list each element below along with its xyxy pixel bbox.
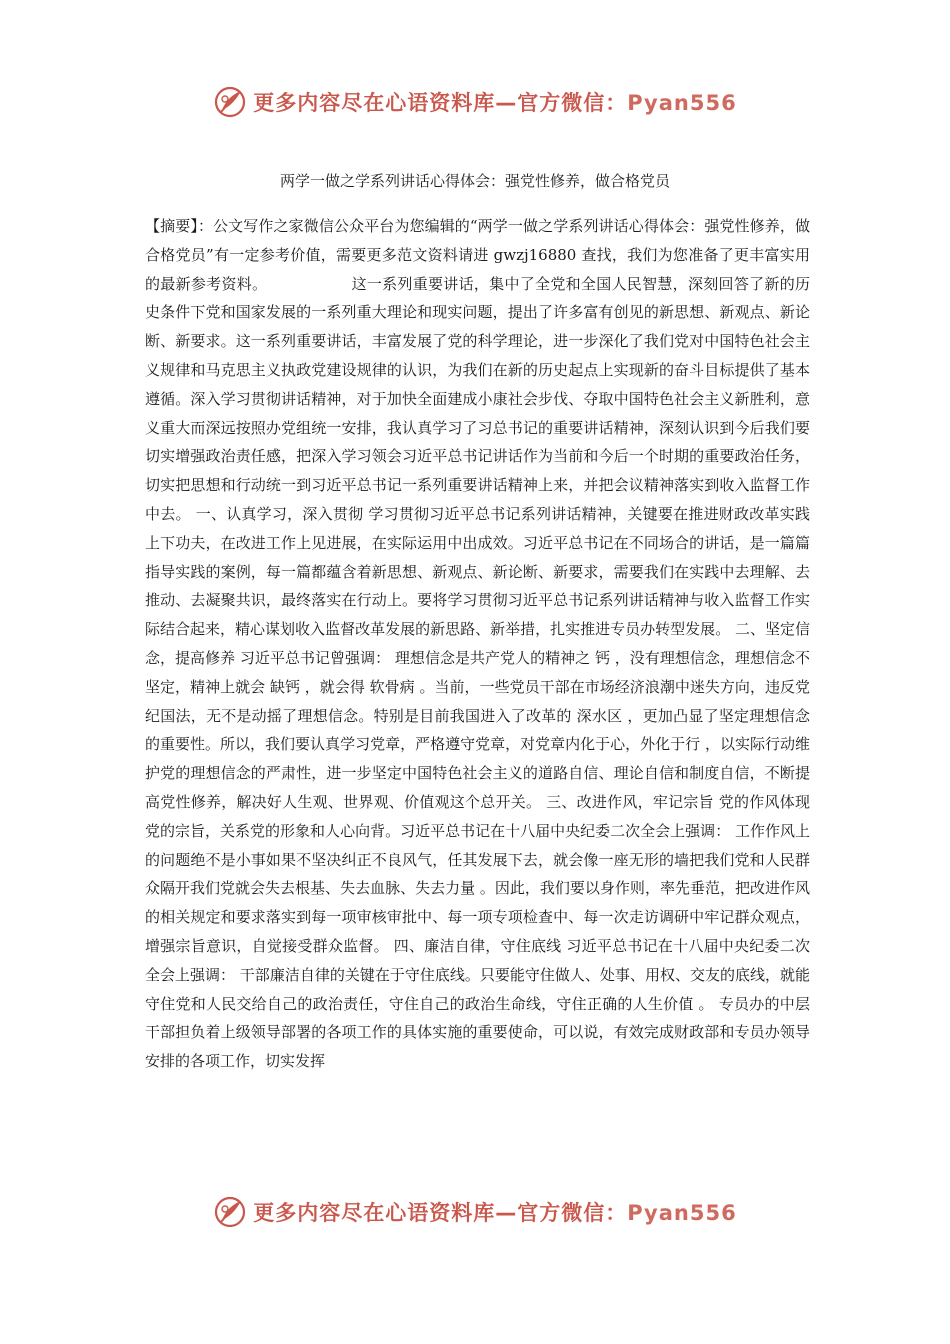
document-title: 两学一做之学系列讲话心得体会：强党性修养，做合格党员 <box>279 172 670 190</box>
feather-pen-logo-icon <box>213 1195 247 1229</box>
header-wechat-id: Pyan556 <box>627 91 737 115</box>
footer-banner <box>0 1192 950 1232</box>
footer-banner-text <box>253 1197 736 1227</box>
header-banner-slogan: 更多内容尽在心语资料库—官方微信： <box>253 91 628 115</box>
document-body: 【摘要】：公文写作之家微信公众平台为您编辑的“两学一做之学系列讲话心得体会：强党性修养，做合格党员”有一定参考价值，需要更多范文资料请进 gwzj16880 查找，我们为您准备了更丰富实用的最新参考资料。 这一系列重要讲话，集中了全党和全国人民智慧，深刻回答了新的历史条件下党和国家发展的一系列重大理论和现实问题，提出了许多富有创见的新思想、新观点、新论断、新要求。这一系列重要讲话，丰富发展了党的科学理论，进一步深化了我们党对中国特色社会主义规律和马克思主义执政党建设规律的认识，为我们在新的历史起点上实现新的奋斗目标提供了基本遵循。深入学习贯彻讲话精神，对于加快全面建成小康社会步伐、夺取中国特色社会主义新胜利，意义重大而深远按照办党组统一安排，我认真学习了习总书记的重要讲话精神，深刻认识到今后我们要切实增强政治责任感，把深入学习领会习近平总书记讲话作为当前和今后一个时期的重要政治任务，切实把思想和行动统一到习近平总书记一系列重要讲话精神上来，并把会议精神落实到收入监督工作中去。 一、认真学习，深入贯彻 学习贯彻习近平总书记系列讲话精神，关键要在推进财政改革实践上下功夫，在改进工作上见进展，在实际运用中出成效。习近平总书记在不同场合的讲话，是一篇篇指导实践的案例，每一篇都蕴含着新思想、新观点、新论断、新要求，需要我们在实践中去理解、去推动、去凝聚共识，最终落实在行动上。要将学习贯彻习近平总书记系列讲话精神与收入监督工作实际结合起来，精心谋划收入监督改革发展的新思路、新举措，扎实推进专员办转型发展。 二、坚定信念，提高修养 习近平总书记曾强调： 理想信念是共产党人的精神之 钙 ，没有理想信念，理想信念不坚定，精神上就会 缺钙 ，就会得 软骨病 。当前，一些党员干部在市场经济浪潮中迷失方向，违反党纪国法，无不是动摇了理想信念。特别是目前我国进入了改革的 深水区 ，更加凸显了坚定理想信念的重要性。所以，我们要认真学习党章，严格遵守党章，对党章内化于心，外化于行 ，以实际行动维护党的理想信念的严肃性，进一步坚定中国特色社会主义的道路自信、理论自信和制度自信，不断提高党性修养，解决好人生观、世界观、价值观这个总开关。 三、改进作风，牢记宗旨 党的作风体现党的宗旨，关系党的形象和人心向背。习近平总书记在十八届中央纪委二次全会上强调： 工作作风上的问题绝不是小事如果不坚决纠正不良风气，任其发展下去，就会像一座无形的墙把我们党和人民群众隔开我们党就会失去根基、失去血脉、失去力量 。因此，我们要以身作则，率先垂范，把改进作风的相关规定和要求落实到每一项审核审批中、每一项专项检查中、每一次走访调研中牢记群众观点，增强宗旨意识，自觉接受群众监督。 四、廉洁自律，守住底线 习近平总书记在十八届中央纪委二次全会上强调： 干部廉洁自律的关键在于守住底线。只要能守住做人、处事、用权、交友的底线，就能守住党和人民交给自己的政治责任，守住自己的政治生命线，守住正确的人生价值 。 专员办的中层干部担负着上级领导部署的各项工作的具体实施的重要使命，可以说，有效完成财政部和专员办领导安排的各项工作，切实发挥 <box>145 217 810 1071</box>
footer-banner-slogan: 更多内容尽在心语资料库—官方微信： <box>253 1201 628 1225</box>
feather-pen-logo-icon <box>213 85 247 119</box>
header-banner <box>0 82 950 122</box>
header-banner-text <box>253 87 736 117</box>
footer-wechat-id: Pyan556 <box>627 1201 737 1225</box>
